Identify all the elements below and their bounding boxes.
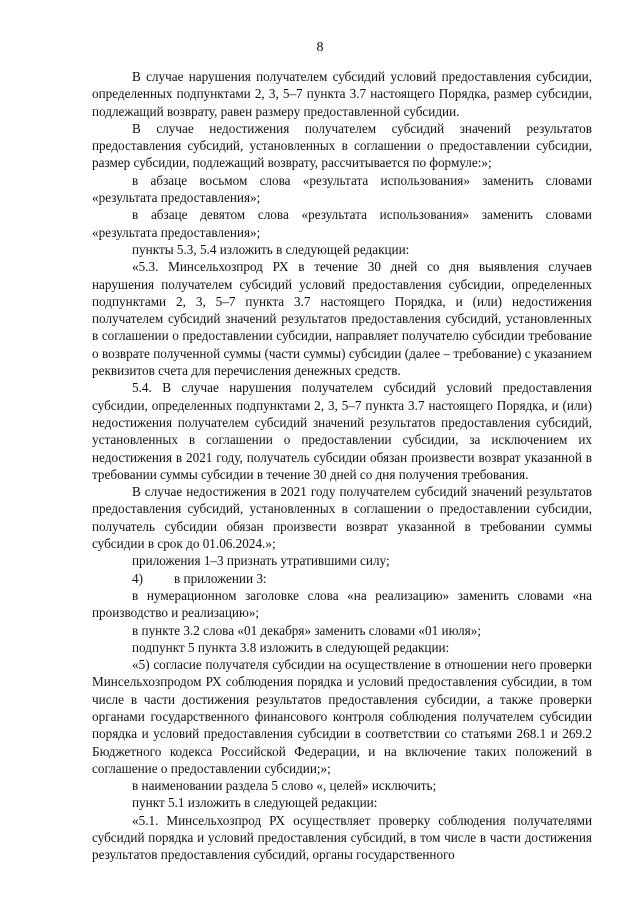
paragraph: В случае нарушения получателем субсидий условий предоставления субсидии, определенных подпунктами 2, 3, 5–7 пункта 3.7 настоящего Порядка, размер субсидии, подлежащий возврату, равен размеру предоставленной субсидии. <box>92 69 592 119</box>
paragraph: в нумерационном заголовке слова «на реализацию» заменить словами «на производство и реализацию»; <box>92 587 592 621</box>
paragraph: в абзаце восьмом слова «результата использования» заменить словами «результата предоставления»; <box>92 172 592 206</box>
paragraph: 5.4. В случае нарушения получателем субсидий условий предоставления субсидии, определенных подпунктами 2, 3, 5–7 пункта 3.7 настоящего Порядка, и (или) недостижения получателем субсидий значений результатов предоставления субсидий, установленных в соглашении о предоставлении субсидии, за исключением их недостижения в 2021 году, получатель субсидии обязан произвести возврат указанной в требовании суммы субсидии в течение 30 дней со дня получения требования. <box>92 380 592 482</box>
paragraph: в пункте 3.2 слова «01 декабря» заменить словами «01 июля»; <box>132 622 481 638</box>
paragraph: приложения 1–3 признать утратившими силу; <box>132 553 390 569</box>
item-number: 4) <box>132 570 143 586</box>
paragraph: в абзаце девятом слова «результата использования» заменить словами «результата предоставления»; <box>92 207 592 240</box>
paragraph: в наименовании раздела 5 слово «, целей» исключить; <box>132 778 437 794</box>
paragraph: подпункт 5 пункта 3.8 изложить в следующей редакции: <box>132 639 450 655</box>
paragraph: В случае недостижения получателем субсидий значений результатов предоставления субсидий, установленных в соглашении о предоставлении субсидии, размер субсидии, подлежащий возврату, рассчитывается по формуле:»; <box>92 120 592 171</box>
paragraph: В случае недостижения в 2021 году получателем субсидий значений результатов предоставления субсидий, установленных в соглашении о предоставлении субсидии, получатель субсидии обязан произвести возврат указанной в требовании суммы субсидии в срок до 01.06.2024.»; <box>92 484 592 552</box>
item-text: в приложении 3: <box>174 570 267 586</box>
paragraph: пункты 5.3, 5.4 изложить в следующей редакции: <box>132 241 410 257</box>
paragraph: «5.3. Минсельхозпрод РХ в течение 30 дней со дня выявления случаев нарушения получателем субсидий условий предоставления субсидии, определенных подпунктами 2, 3, 5–7 пункта 3.7 настоящего Порядка, и (или) недостижения получателем субсидий значений результатов предоставления субсидий, установленных в соглашении о предоставлении субсидии, направляет получателю субсидии требование о возврате полученной суммы (части суммы) субсидии (далее – требование) с указанием реквизитов счета для перечисления денежных средств. <box>92 259 592 379</box>
paragraph: «5) согласие получателя субсидии на осуществление в отношении него проверки Минсельхозпродом РХ соблюдения порядка и условий предоставления субсидии, в том числе в части достижения результатов предоставления субсидии, а также проверки органами государственного финансового контроля соблюдения получателем субсидии порядка и условий предоставления субсидии в соответствии со статьями 268.1 и 269.2 Бюджетного кодекса Российской Федерации, и на включение таких положений в соглашение о предоставлении субсидии;»; <box>92 657 592 776</box>
document-body <box>92 68 592 864</box>
page-number: 8 <box>316 40 324 55</box>
numbered-item <box>92 570 592 587</box>
paragraph: пункт 5.1 изложить в следующей редакции: <box>132 795 378 811</box>
paragraph: «5.1. Минсельхозпрод РХ осуществляет проверку соблюдения получателями субсидий порядка и условий предоставления субсидий, в том числе в части достижения результатов предоставления субсидий, органы государственного <box>92 812 592 863</box>
